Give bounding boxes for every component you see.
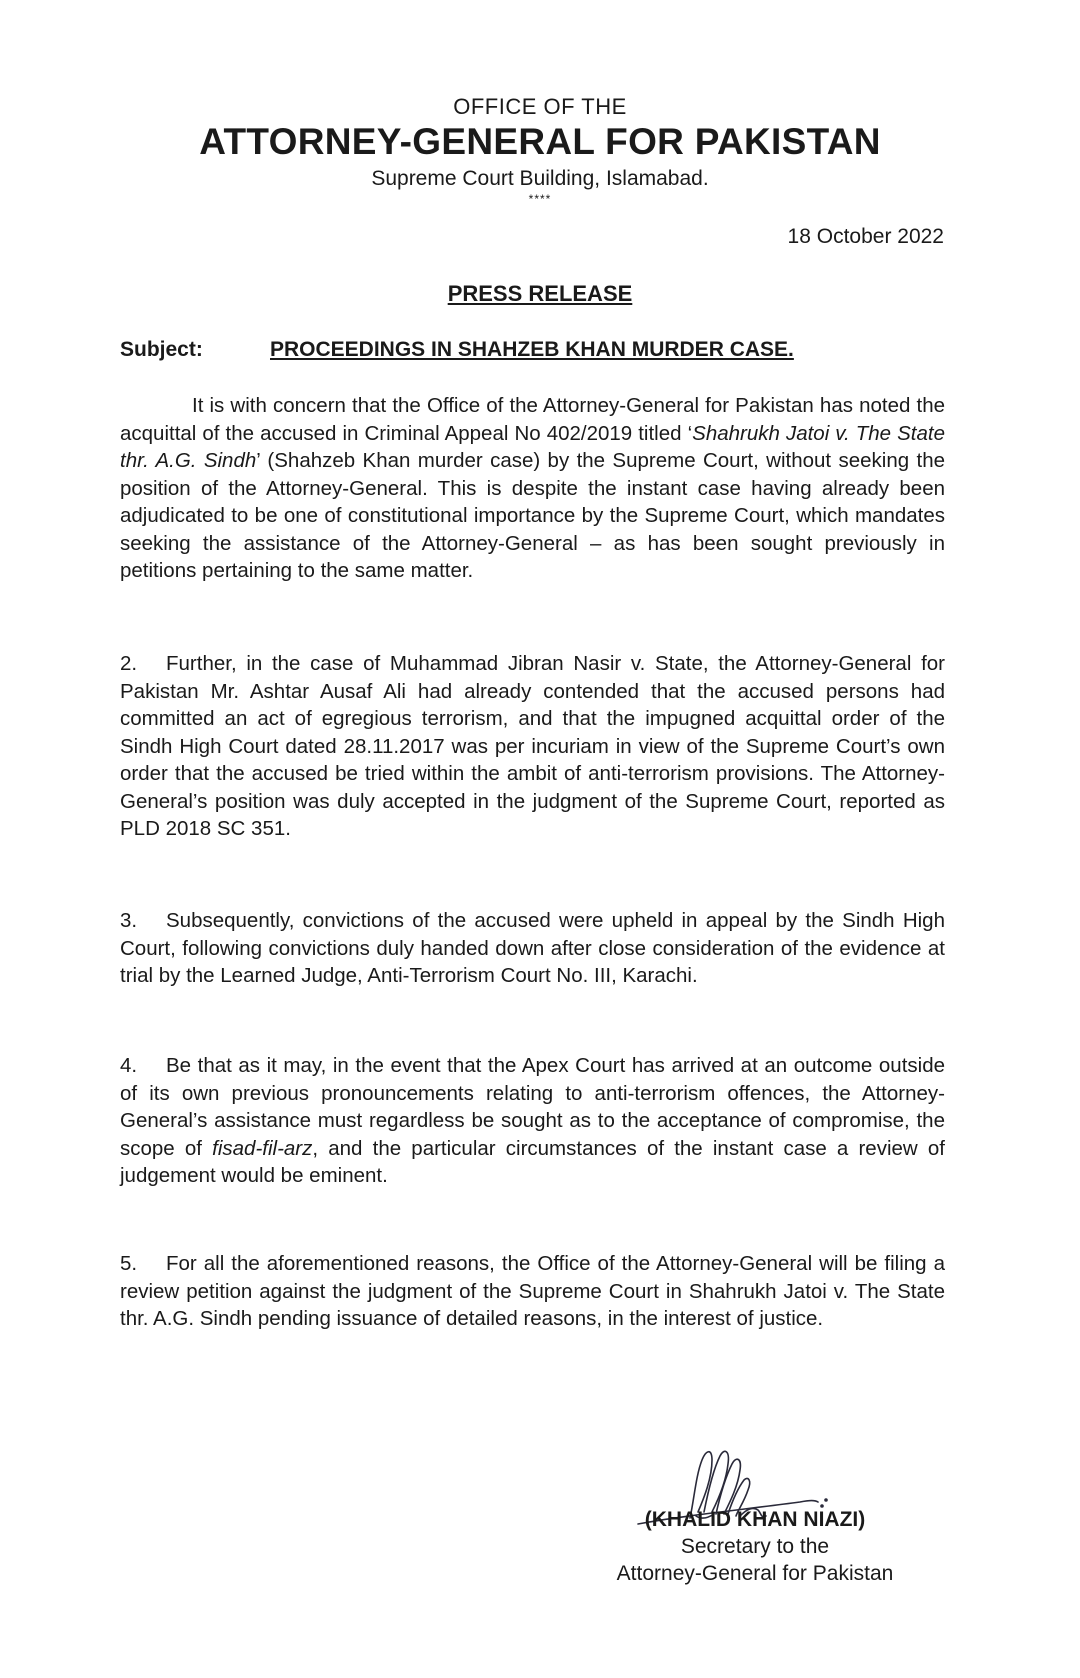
subject-value: PROCEEDINGS IN SHAHZEB KHAN MURDER CASE. [270,338,794,361]
paragraph-4-text-a: Be that as it may, in the event that the Apex Court has arrived at an outcome outside of its own previous pronouncements relating to anti-terrorism offences, the Attorney-General’s assistance must regardless be sought as to the acceptance of compromise, the scope of [120,1054,945,1160]
paragraph-2 [120,650,945,843]
paragraph-4-text-b: , and the particular circumstances of the instant case a review of judgement would be eminent. [120,1136,945,1187]
subject-line [120,338,950,362]
paragraph-3-text: Subsequently, convictions of the accused were upheld in appeal by the Sindh High Court, following convictions duly handed down after close consideration of the evidence at trial by the Learned Judge, Anti-Terrorism Court No. III, Karachi. [120,909,945,987]
paragraph-4 [120,1052,945,1190]
paragraph-2-number: 2. [120,652,138,675]
paragraph-1-text-a: It is with concern that the Office of the Attorney-General for Pakistan has noted the acquittal of the accused in Criminal Appeal No 402/2019 titled ‘ [120,394,945,445]
letterhead [0,94,1080,206]
office-address: Supreme Court Building, Islamabad. [371,167,709,190]
paragraph-4-italic-term: fisad-fil-arz [212,1136,313,1160]
signatory-block [580,1506,930,1587]
paragraph-3-number: 3. [120,909,138,932]
signatory-designation-2: Attorney-General for Pakistan [616,1562,894,1585]
paragraph-5-number: 5. [120,1252,138,1275]
paragraph-5-text: For all the aforementioned reasons, the Office of the Attorney-General will be filing a review petition against the judgment of the Supreme Court in Shahrukh Jatoi v. The State thr. A.G. Sindh pending issuance of detailed reasons, in the interest of justice. [120,1252,945,1330]
subject-label: Subject: [120,338,203,361]
paragraph-5 [120,1250,945,1333]
paragraph-3 [120,907,945,990]
release-date: 18 October 2022 [787,225,944,248]
office-line: OFFICE OF THE [453,94,627,119]
attorney-general-title: ATTORNEY-GENERAL FOR PAKISTAN [199,121,881,162]
paragraph-1 [120,392,945,585]
signatory-name: (KHALID KHAN NIAZI) [644,1508,866,1531]
paragraph-1-case-title: Shahrukh Jatoi v. The State thr. A.G. Sindh [120,421,945,472]
header-stars: **** [528,192,552,206]
signatory-designation-1: Secretary to the [680,1535,830,1558]
paragraph-4-number: 4. [120,1054,138,1077]
press-release-heading [0,281,1080,307]
paragraph-1-text-b: ’ (Shahzeb Khan murder case) by the Supreme Court, without seeking the position of the Attorney-General. This is despite the instant case having already been adjudicated to be one of constitutional importance by the Supreme Court, which mandates seeking the assistance of the Attorney-General – as has been sought previously in petitions pertaining to the same matter. [120,449,945,582]
paragraph-2-text: Further, in the case of Muhammad Jibran Nasir v. State, the Attorney-General for Pakistan Mr. Ashtar Ausaf Ali had already contended that the accused persons had committed an act of egregious terrorism, and that the impugned acquittal order of the Sindh High Court dated 28.11.2017 was per incuriam in view of the Supreme Court’s own order that the accused be tried within the ambit of anti-terrorism provisions. The Attorney-General’s position was duly accepted in the judgment of the Supreme Court, reported as PLD 2018 SC 351. [120,652,945,840]
press-release-label: PRESS RELEASE [447,281,633,306]
